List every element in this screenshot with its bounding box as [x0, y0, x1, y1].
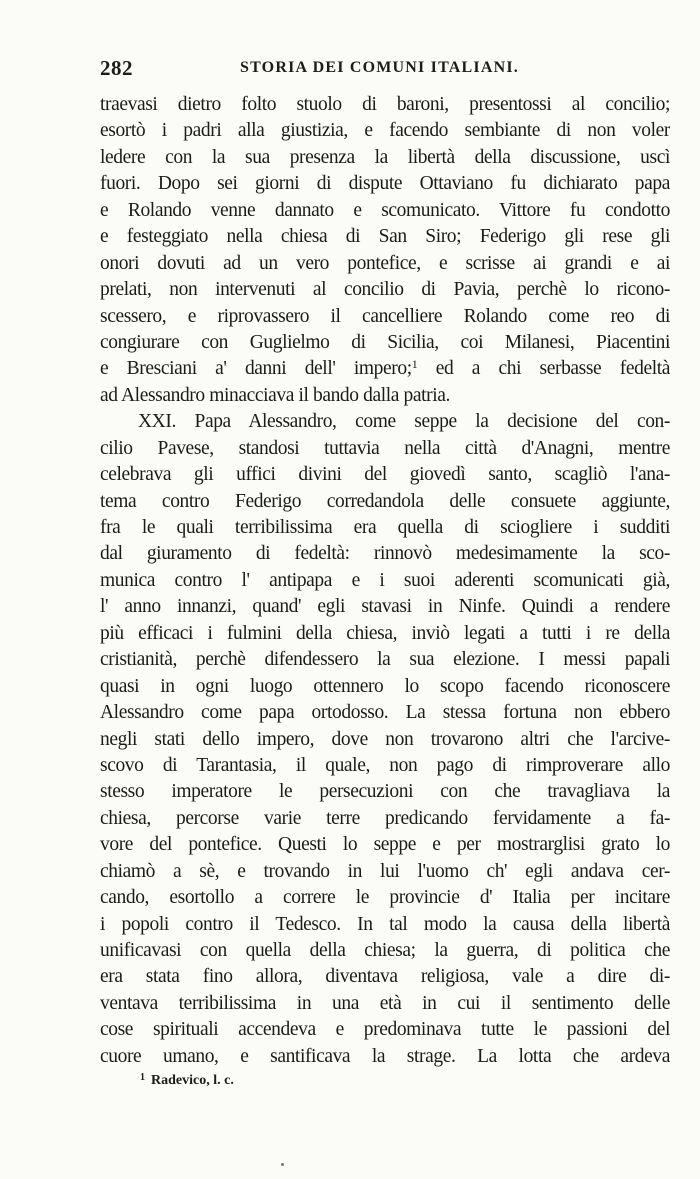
footnote-number: 1 — [140, 1072, 145, 1083]
text-line: unificavasi con quella della chiesa; la guerra, di politica che — [100, 940, 670, 961]
text-line: munica contro l' antipapa e i suoi aderenti scomunicati già, — [100, 569, 670, 591]
text-line: i popoli contro il Tedesco. In tal modo la causa della libertà — [100, 913, 670, 935]
text-line: cristianità, perchè difendessero la sua elezione. I messi papali — [100, 649, 670, 671]
text-line: prelati, non intervenuti al concilio di Pavia, perchè lo ricono- — [100, 279, 670, 301]
text-line: e Rolando venne dannato e scomunicato. Vittore fu condotto — [100, 199, 670, 221]
text-line: scovo di Tarantasia, il quale, non pago di rimproverare allo — [100, 754, 670, 776]
text-line: cilio Pavese, standosi tuttavia nella città d'Anagni, mentre — [100, 437, 670, 459]
text-line: chiamò a sè, e trovando in lui l'uomo ch' egli andava cer- — [100, 860, 670, 882]
page-header — [100, 56, 670, 82]
footnote-reference: 1 — [411, 357, 418, 372]
text-line: chiesa, percorse varie terre predicando fervidamente a fa- — [100, 807, 670, 829]
text-line: scessero, e riprovassero il cancelliere Rolando come reo di — [100, 305, 670, 327]
text-line: cando, esortollo a correre le provincie d' Italia per incitare — [100, 887, 670, 909]
text-line: vore del pontefice. Questi lo seppe e per mostrarglisi grato lo — [100, 834, 670, 856]
text-line: stesso imperatore le persecuzioni con che travagliava la — [100, 781, 670, 803]
footnote-text: Radevico, l. c. — [151, 1073, 234, 1088]
text-line: celebrava gli uffici divini del giovedì santo, scagliò l'ana- — [100, 464, 670, 486]
text-line: negli stati dello impero, dove non trovarono altri che l'arcive- — [100, 728, 670, 750]
text-line: ad Alessandro minacciava il bando dalla patria. — [100, 384, 450, 406]
paragraph-first-line: XXI. Papa Alessandro, come seppe la decisione del con- — [138, 411, 670, 433]
text-segment: ed a chi serbasse fedeltà — [417, 358, 670, 380]
text-segment: e Bresciani a' danni dell' impero; — [100, 358, 412, 380]
text-line: esortò i padri alla giustizia, e facendo sembiante di non voler — [100, 120, 670, 142]
text-line: ledere con la sua presenza la libertà della discussione, uscì — [100, 146, 670, 168]
text-line: traevasi dietro folto stuolo di baroni, presentossi al concilio; — [100, 94, 670, 115]
page-number: 282 — [100, 56, 133, 80]
main-text — [100, 92, 670, 1070]
text-line: l' anno innanzi, quand' egli stavasi in Ninfe. Quindi a rendere — [100, 596, 670, 618]
text-line: quasi in ogni luogo ottennero lo scopo facendo riconoscere — [100, 675, 670, 697]
text-line: e festeggiato nella chiesa di San Siro; Federigo gli rese gli — [100, 226, 670, 248]
text-line: dal giuramento di fedeltà: rinnovò medesimamente la sco- — [100, 543, 670, 565]
text-line: congiurare con Guglielmo di Sicilia, coi Milanesi, Piacentini — [100, 331, 670, 353]
text-line-with-footnote-ref — [100, 356, 670, 382]
text-line: fra le quali terribilissima era quella di sciogliere i sudditi — [100, 517, 670, 538]
text-line: era stata fino allora, diventava religiosa, vale a dire di- — [100, 966, 670, 988]
text-line: cuore umano, e santificava la strage. La lotta che ardeva — [100, 1045, 670, 1067]
paper-speck — [281, 1163, 284, 1166]
running-title: STORIA DEI COMUNI ITALIANI. — [240, 59, 519, 76]
text-line: tema contro Federigo corredandola delle consuete aggiunte, — [100, 490, 670, 512]
text-line: ventava terribilissima in una età in cui il sentimento delle — [100, 992, 670, 1014]
text-line: cose spirituali accendeva e predominava tutte le passioni del — [100, 1019, 670, 1041]
text-line: più efficaci i fulmini della chiesa, inviò legati a tutti i re della — [100, 622, 670, 644]
text-line: Alessandro come papa ortodosso. La stessa fortuna non ebbero — [100, 702, 670, 724]
text-line: onori dovuti ad un vero pontefice, e scrisse ai grandi e ai — [100, 252, 670, 274]
text-line: fuori. Dopo sei giorni di dispute Ottaviano fu dichiarato papa — [100, 173, 670, 195]
footnote — [140, 1072, 234, 1089]
